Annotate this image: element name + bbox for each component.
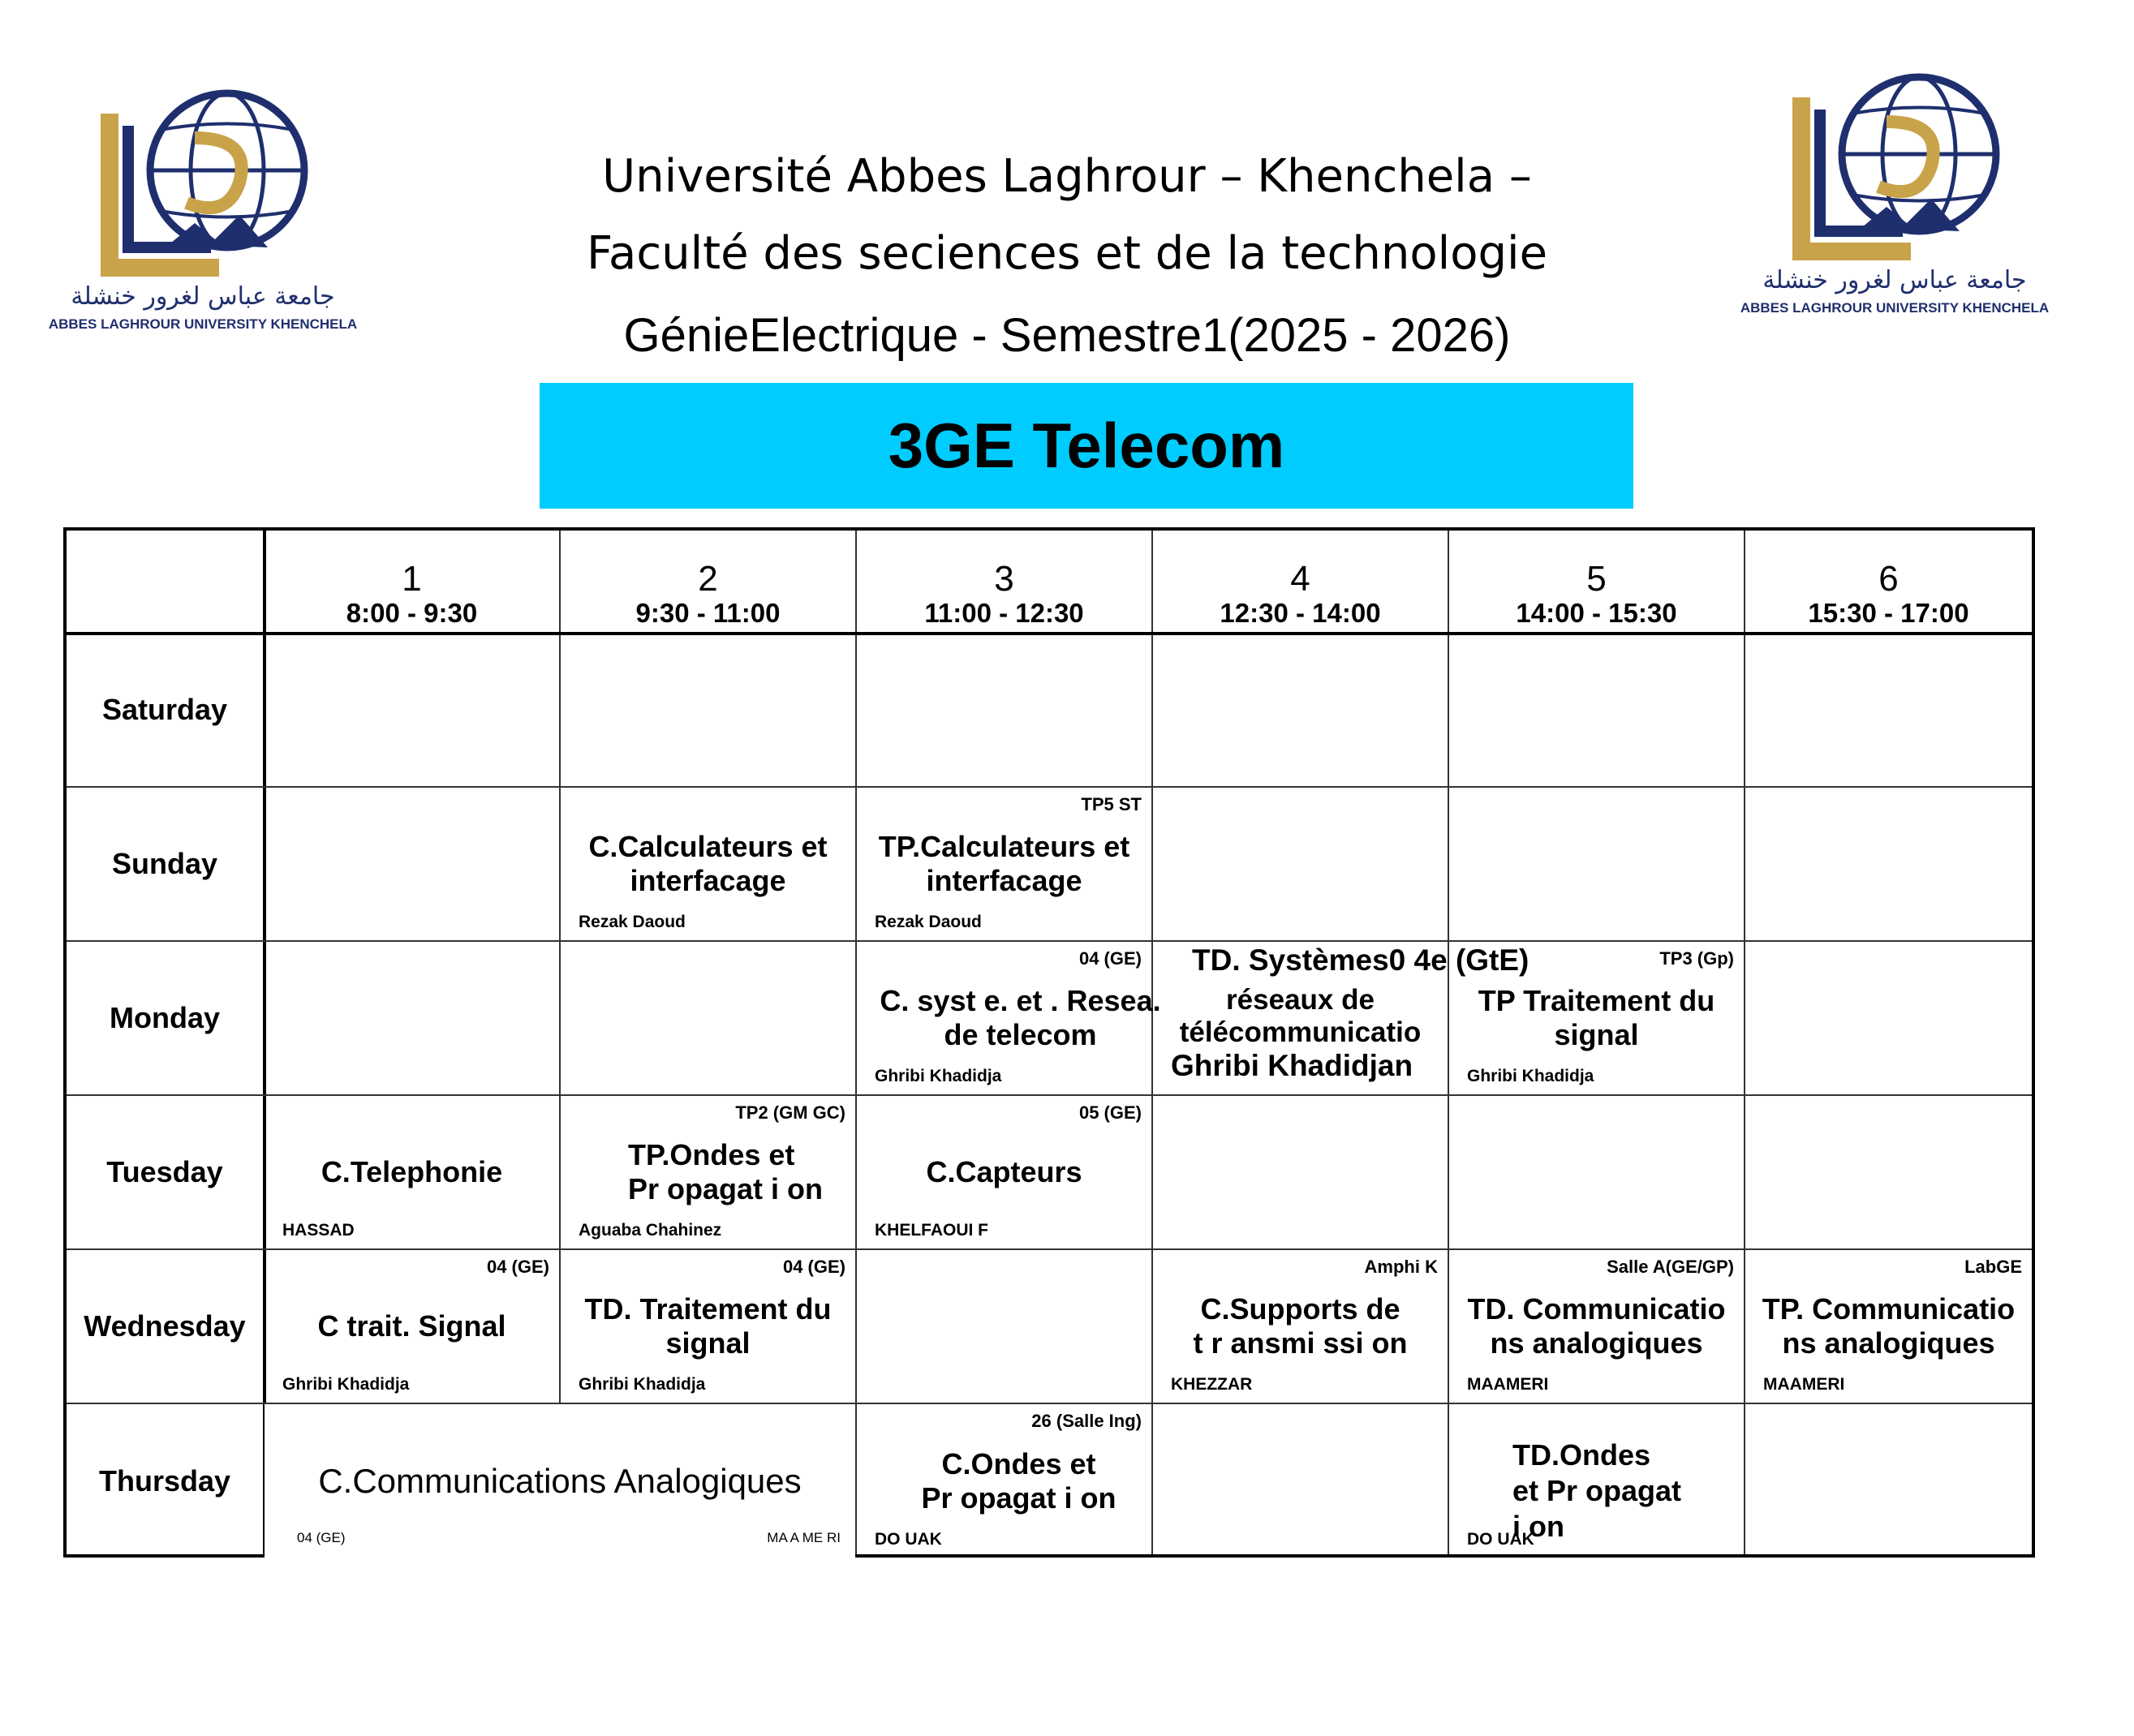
timetable-grid bbox=[63, 527, 2035, 1558]
day-label: Monday bbox=[109, 1001, 220, 1034]
session-cell[interactable] bbox=[1449, 1404, 1744, 1558]
session-teacher: Ghribi Khadidjan bbox=[1171, 1049, 1413, 1082]
session-title: C.Supports de t r ansmi ssi on bbox=[1193, 1292, 1408, 1360]
session-cell[interactable] bbox=[857, 1404, 1151, 1558]
session-teacher: DO UAK bbox=[1467, 1530, 1534, 1549]
session-title-line: télécommunicatio bbox=[1179, 1016, 1422, 1048]
svg-text:ABBES LAGHROUR UNIVERSITY KHEN: ABBES LAGHROUR UNIVERSITY KHENCHELA bbox=[48, 316, 358, 332]
session-room: TP3 (Gp) bbox=[1659, 948, 1734, 969]
column-header-4: 4 12:30 - 14:00 bbox=[1220, 559, 1381, 628]
session-title: TP. Communicatio ns analogiques bbox=[1762, 1292, 2016, 1360]
session-title: TD. Traitement du signal bbox=[584, 1292, 832, 1360]
session-cell[interactable] bbox=[1449, 942, 1744, 1094]
session-title: C. syst e. et . Resea. de telecom bbox=[880, 984, 1161, 1051]
session-cell[interactable] bbox=[265, 1096, 559, 1248]
session-cell[interactable] bbox=[265, 1250, 559, 1403]
session-title-line: TD.Ondes bbox=[1512, 1438, 1651, 1472]
header-department: GénieElectrique - Semestre1(2025 - 2026) bbox=[623, 309, 1511, 362]
session-room: TP5 ST bbox=[1081, 794, 1142, 814]
session-teacher: Ghribi Khadidja bbox=[579, 1375, 706, 1394]
day-label: Thursday bbox=[98, 1463, 231, 1498]
session-title-line: et Pr opagat bbox=[1512, 1474, 1682, 1507]
session-teacher: HASSAD bbox=[282, 1221, 355, 1240]
session-teacher: Rezak Daoud bbox=[875, 913, 982, 931]
day-label: Tuesday bbox=[106, 1155, 223, 1188]
session-title-line: TD. Systèmes0 4e (GtE) bbox=[1192, 943, 1530, 977]
session-teacher: MA A ME RI bbox=[767, 1530, 841, 1545]
session-title: C.Ondes et Pr opagat i on bbox=[921, 1446, 1116, 1515]
session-title: C.Capteurs bbox=[926, 1155, 1082, 1188]
session-room: 26 (Salle Ing) bbox=[1031, 1411, 1142, 1431]
column-header-3: 3 11:00 - 12:30 bbox=[924, 559, 1084, 628]
header-university: Université Abbes Laghrour – Khenchela – bbox=[602, 150, 1532, 203]
column-header-5: 5 14:00 - 15:30 bbox=[1516, 559, 1677, 628]
session-cell[interactable] bbox=[857, 1096, 1151, 1248]
session-cell[interactable] bbox=[857, 942, 1161, 1094]
session-cell[interactable] bbox=[561, 788, 855, 940]
session-title: TD. Communicatio ns analogiques bbox=[1467, 1292, 1726, 1360]
session-teacher: MAAMERI bbox=[1467, 1375, 1549, 1394]
session-room: 04 (GE) bbox=[1078, 948, 1142, 969]
column-header-2: 2 9:30 - 11:00 bbox=[635, 559, 781, 628]
session-cell[interactable] bbox=[857, 788, 1151, 940]
session-room: 05 (GE) bbox=[1078, 1102, 1142, 1123]
header-faculty: Faculté des seciences et de la technologie bbox=[586, 227, 1548, 280]
session-title: C trait. Signal bbox=[317, 1309, 506, 1343]
svg-text:جامعة عباس لغرور خنشلة: جامعة عباس لغرور خنشلة bbox=[71, 282, 335, 311]
session-teacher: DO UAK bbox=[875, 1530, 942, 1549]
session-cell[interactable] bbox=[1153, 1250, 1448, 1403]
day-label: Saturday bbox=[101, 693, 228, 726]
session-cell[interactable] bbox=[265, 1404, 855, 1558]
class-title: 3GE Telecom bbox=[888, 410, 1285, 481]
session-room: TP2 (GM GC) bbox=[735, 1102, 845, 1123]
university-logo-right bbox=[1740, 65, 2050, 341]
session-room: 04 (GE) bbox=[486, 1257, 549, 1277]
svg-text:جامعة عباس لغرور خنشلة: جامعة عباس لغرور خنشلة bbox=[1762, 266, 2027, 294]
column-header-1: 1 8:00 - 9:30 bbox=[346, 559, 478, 628]
session-teacher: KHELFAOUI F bbox=[875, 1221, 988, 1240]
svg-text:ABBES LAGHROUR UNIVERSITY KHEN: ABBES LAGHROUR UNIVERSITY KHENCHELA bbox=[1740, 300, 2050, 316]
session-title-line: i on bbox=[1512, 1510, 1564, 1543]
column-header-6: 6 15:30 - 17:00 bbox=[1808, 559, 1969, 628]
session-room: Salle A(GE/GP) bbox=[1607, 1257, 1734, 1277]
session-teacher: Ghribi Khadidja bbox=[282, 1375, 410, 1394]
session-room: 04 (GE) bbox=[782, 1257, 845, 1277]
session-title: C.Calculateurs et interfacage bbox=[588, 830, 828, 897]
session-title-line: réseaux de bbox=[1226, 984, 1375, 1016]
session-room: 04 (GE) bbox=[297, 1530, 346, 1545]
session-title: C.Communications Analogiques bbox=[318, 1461, 802, 1500]
session-room: Amphi K bbox=[1364, 1257, 1438, 1277]
session-teacher: Aguaba Chahinez bbox=[579, 1221, 722, 1240]
session-room: LabGE bbox=[1964, 1257, 2022, 1277]
session-cell[interactable] bbox=[1153, 942, 1530, 1094]
session-cell[interactable] bbox=[1745, 1250, 2032, 1403]
session-teacher: Ghribi Khadidja bbox=[875, 1067, 1002, 1085]
session-title: TP.Calculateurs et interfacage bbox=[878, 830, 1130, 897]
session-teacher: Ghribi Khadidja bbox=[1467, 1067, 1594, 1085]
session-teacher: MAAMERI bbox=[1763, 1375, 1845, 1394]
session-title: TP.Ondes et Pr opagat i on bbox=[628, 1138, 824, 1205]
session-teacher: KHEZZAR bbox=[1171, 1375, 1253, 1394]
session-title: C.Telephonie bbox=[321, 1155, 503, 1188]
session-cell[interactable] bbox=[561, 1250, 855, 1403]
session-teacher: Rezak Daoud bbox=[579, 913, 686, 931]
session-cell[interactable] bbox=[1449, 1250, 1744, 1403]
day-label: Sunday bbox=[111, 847, 218, 880]
session-title: TP Traitement du signal bbox=[1478, 984, 1715, 1051]
class-banner bbox=[540, 383, 1633, 509]
day-label: Wednesday bbox=[84, 1309, 246, 1343]
session-cell[interactable] bbox=[561, 1096, 855, 1248]
